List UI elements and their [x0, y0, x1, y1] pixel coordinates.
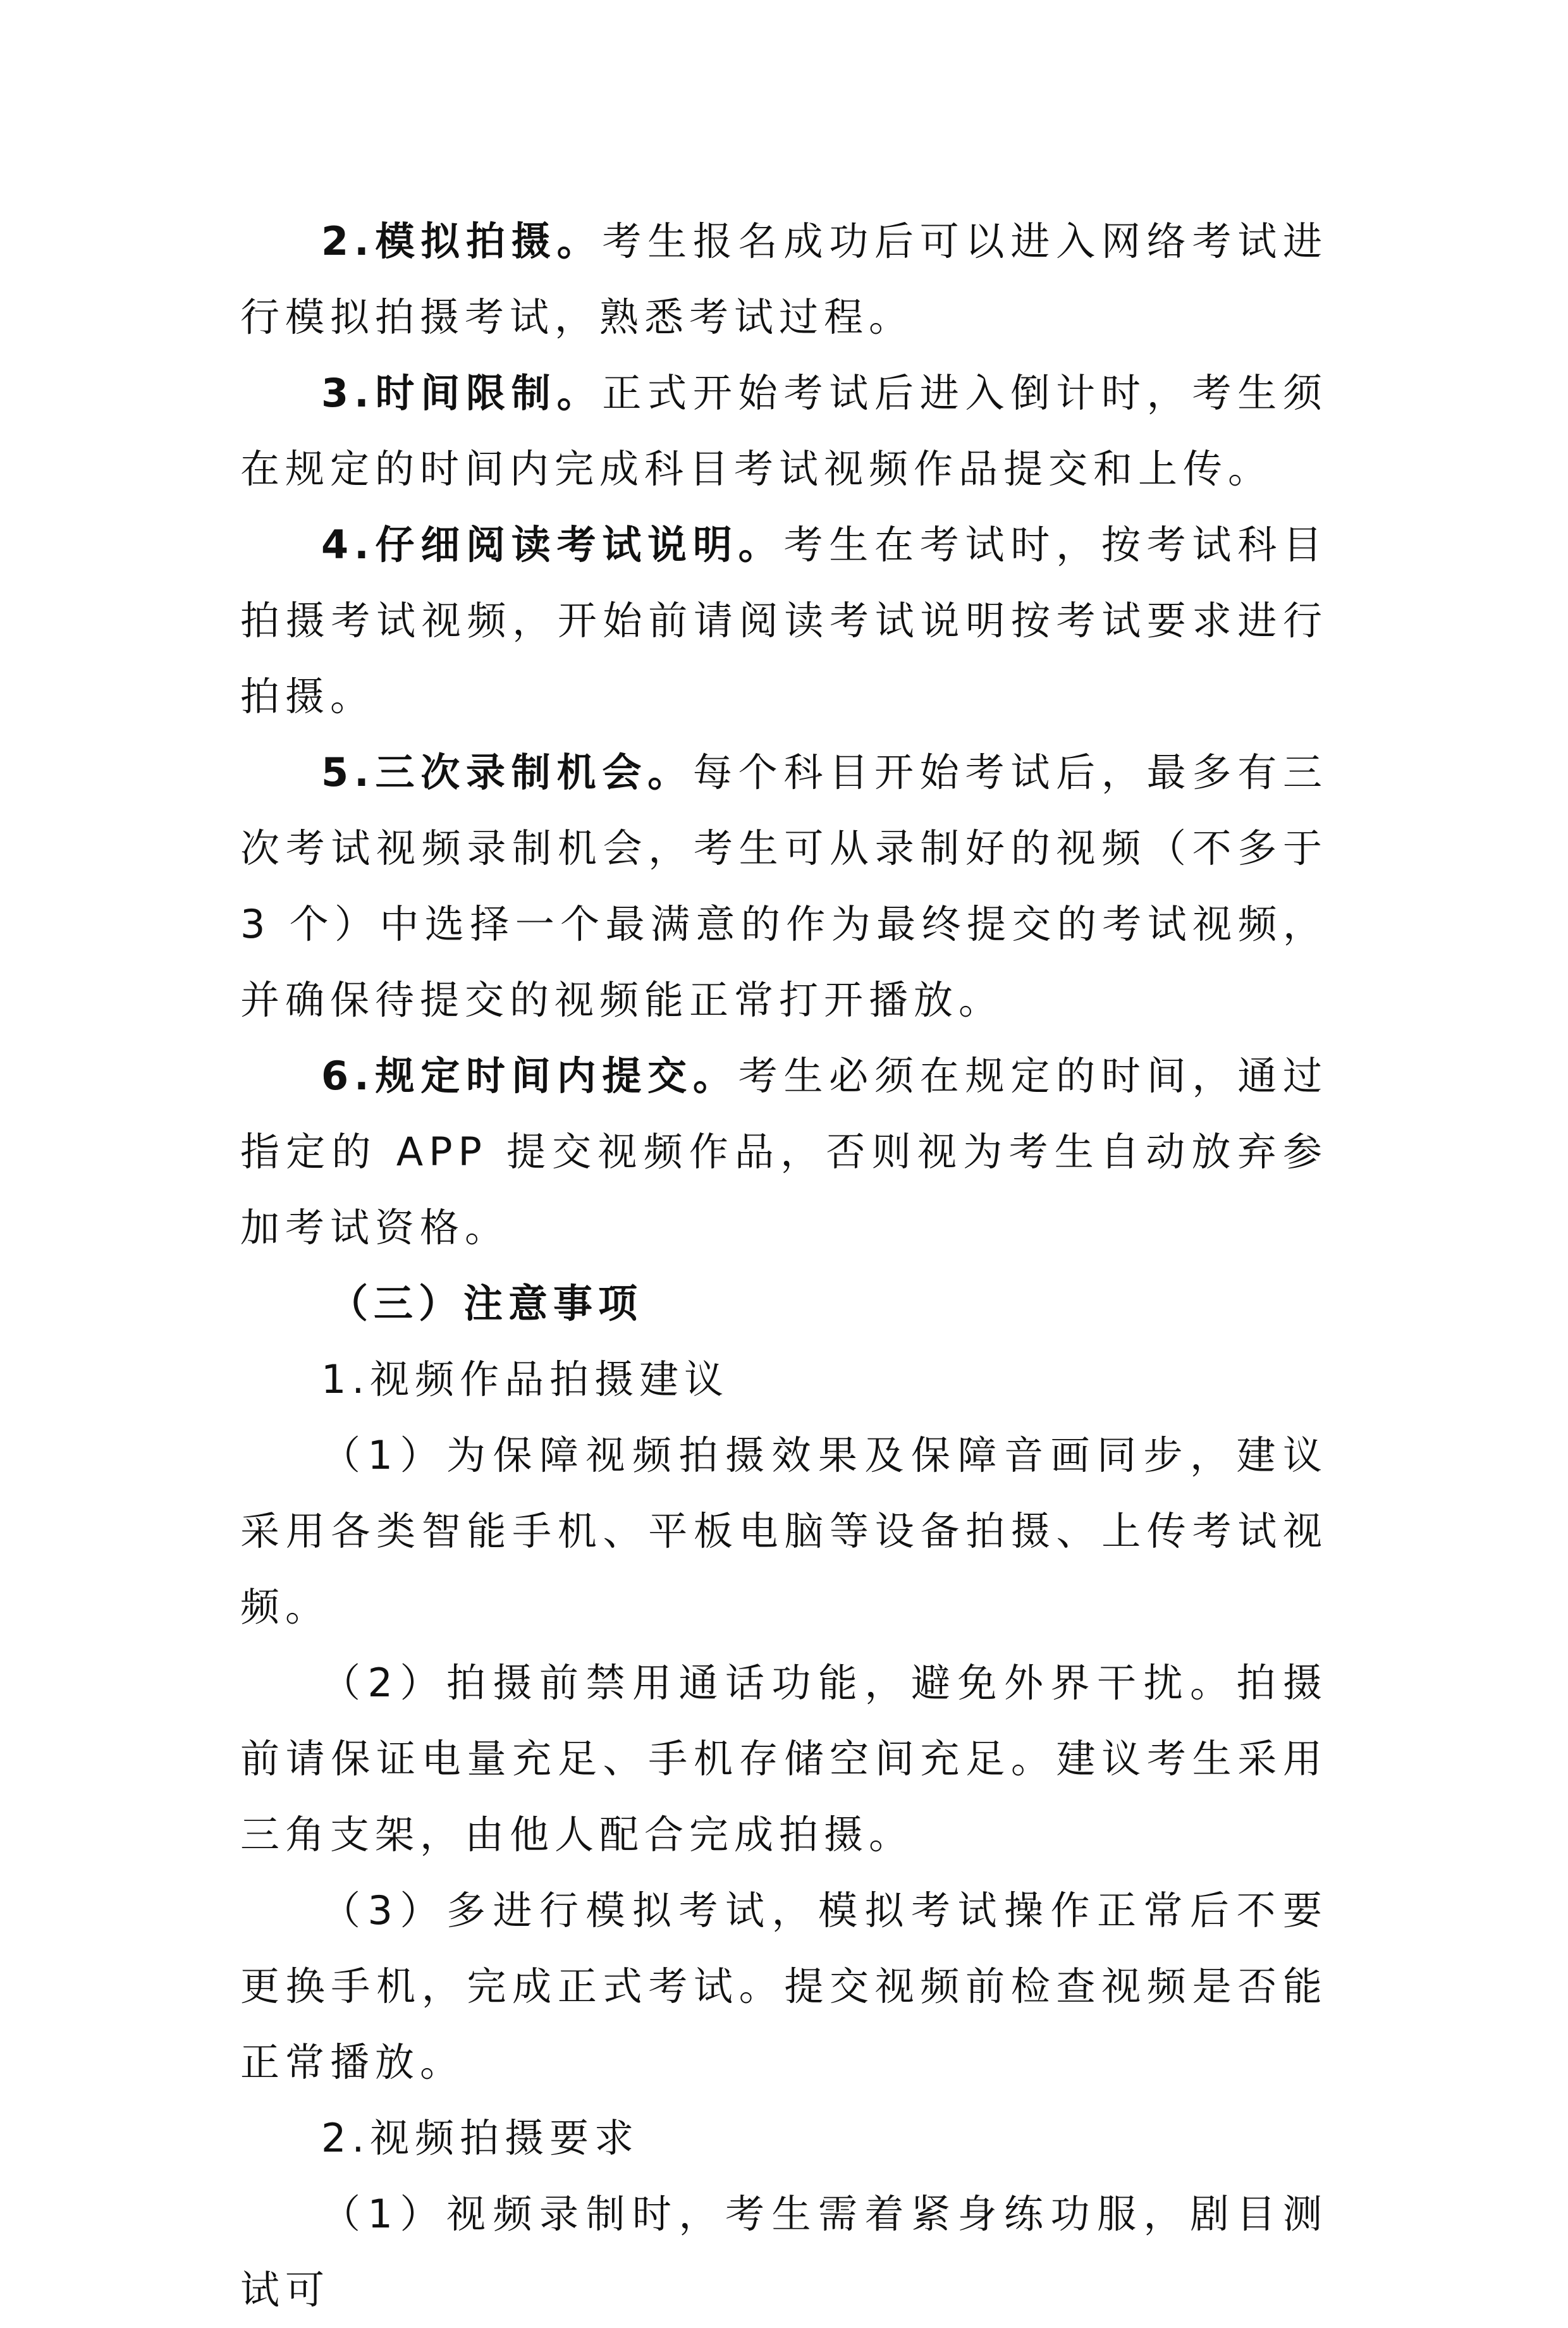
- paragraph-three-recordings: [240, 735, 1328, 1038]
- lead-time-limit: 3.时间限制。: [321, 370, 603, 416]
- paragraph-submit-in-time: [240, 1038, 1328, 1266]
- paragraph-suggestion-3: （3）多进行模拟考试，模拟考试操作正常后不要更换手机，完成正式考试。提交视频前检查视频是否能正常播放。: [240, 1887, 1328, 2085]
- body-time-limit: 正式开始考试后进入倒计时，考生须在规定的时间内完成科目考试视频作品提交和上传。: [240, 370, 1328, 492]
- document-body: [240, 204, 1328, 2328]
- body-three-recordings: 每个科目开始考试后，最多有三次考试视频录制机会，考生可从录制好的视频（不多于 3 个）中选择一个最满意的作为最终提交的考试视频，并确保待提交的视频能正常打开播放。: [240, 749, 1328, 1023]
- paragraph-suggestion-2: （2）拍摄前禁用通话功能，避免外界干扰。拍摄前请保证电量充足、手机存储空间充足。建议考生采用三角支架，由他人配合完成拍摄。: [240, 1660, 1328, 1858]
- lead-submit-in-time: 6.规定时间内提交。: [321, 1053, 738, 1099]
- section-heading-notes: （三）注意事项: [329, 1280, 644, 1326]
- body-read-instructions: 考生在考试时，按考试科目拍摄考试视频，开始前请阅读考试说明按考试要求进行拍摄。: [240, 522, 1328, 720]
- paragraph-read-instructions: [240, 507, 1328, 735]
- subheading-shooting-suggestions: 1.视频作品拍摄建议: [321, 1356, 730, 1402]
- lead-mock-shooting: 2.模拟拍摄。: [321, 218, 603, 264]
- body-mock-shooting: 考生报名成功后可以进入网络考试进行模拟拍摄考试，熟悉考试过程。: [240, 218, 1328, 340]
- lead-read-instructions: 4.仔细阅读考试说明。: [321, 522, 784, 568]
- paragraph-mock-shooting: [240, 204, 1328, 355]
- paragraph-suggestion-1: （1）为保障视频拍摄效果及保障音画同步，建议采用各类智能手机、平板电脑等设备拍摄、上传考试视频。: [240, 1432, 1328, 1630]
- paragraph-time-limit: [240, 355, 1328, 507]
- lead-three-recordings: 5.三次录制机会。: [321, 749, 693, 795]
- body-submit-in-time: 考生必须在规定的时间，通过指定的 APP 提交视频作品，否则视为考生自动放弃参加考试资格。: [240, 1053, 1328, 1251]
- paragraph-requirement-1: （1）视频录制时，考生需着紧身练功服，剧目测试可: [240, 2191, 1328, 2313]
- subheading-shooting-requirements: 2.视频拍摄要求: [321, 2115, 640, 2161]
